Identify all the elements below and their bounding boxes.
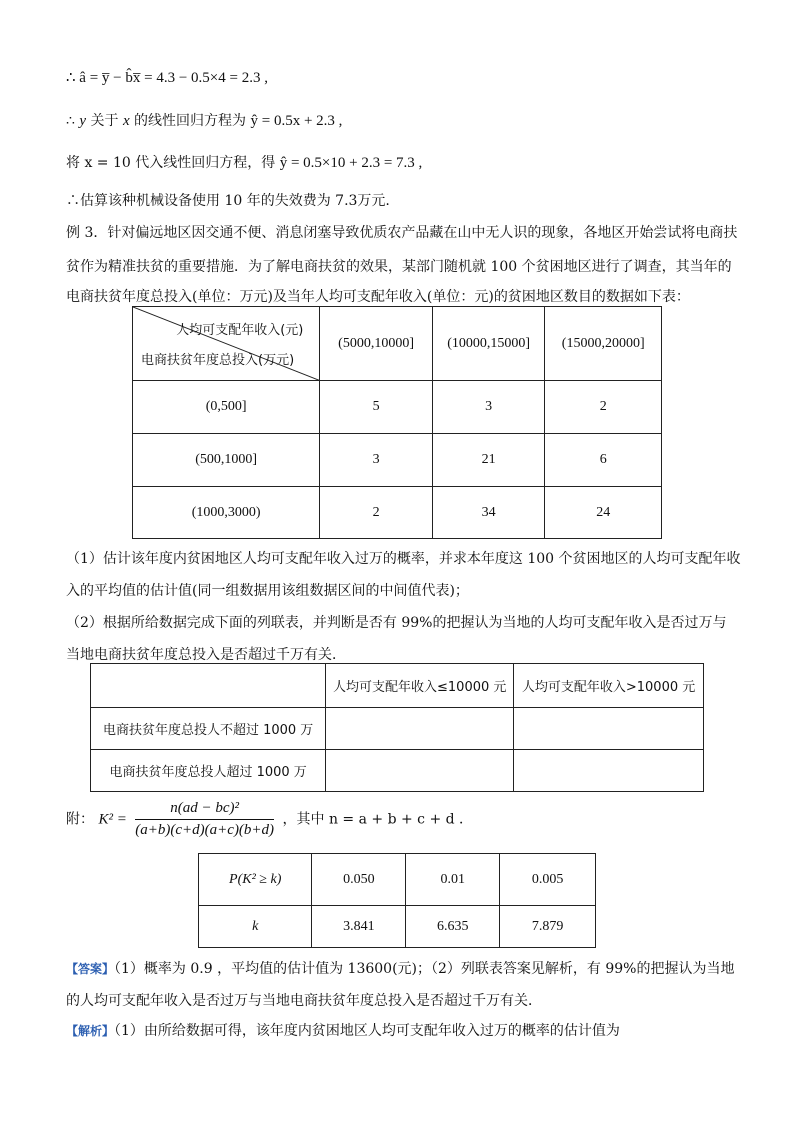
column-header: (10000,15000]: [432, 307, 545, 381]
solution-line-a-hat: ∴ â = y̅ − b̂x̅ = 4.3 − 0.5×4 = 2.3 ,: [66, 70, 268, 86]
diagonal-header-cell: [133, 307, 320, 381]
answer-line-1: [66, 958, 734, 978]
row-label: (1000,3000): [133, 487, 320, 539]
substitute-equation: ŷ = 0.5×10 + 2.3 = 7.3 ,: [279, 155, 423, 171]
critical-value-table: [198, 853, 596, 948]
var-y: y: [79, 113, 87, 129]
empty-cell: [326, 750, 514, 792]
answer-line-2: 的人均可支配年收入是否过万与当地电商扶贫年度总投入是否超过千万有关．: [66, 993, 542, 1009]
formula-lhs: K² =: [98, 811, 127, 828]
table-row: [199, 854, 596, 906]
formula-line: [66, 800, 473, 839]
data-table: [132, 306, 662, 539]
table-row: [133, 434, 662, 487]
table-cell: 24: [545, 487, 662, 539]
analysis-tag: 【解析】: [66, 1024, 115, 1038]
column-header: (5000,10000]: [320, 307, 433, 381]
table-row: [91, 708, 704, 750]
table-row: [133, 381, 662, 434]
question-2-line-2: 当地电商扶贫年度总投入是否超过千万有关．: [66, 647, 346, 663]
row-label: P(K² ≥ k): [199, 854, 312, 906]
question-1-line-1: （1）估计该年度内贫困地区人均可支配年收入过万的概率，并求本年度这 100 个贫困地区的人均可支配年收: [66, 551, 741, 567]
example-paragraph-line-2: 贫作为精准扶贫的重要措施．为了解电商扶贫的效果，某部门随机就 100 个贫困地区进行了调查，其当年的: [66, 259, 732, 275]
table-cell: 7.879: [500, 906, 596, 948]
text-about: 关于: [86, 113, 123, 129]
table-cell: 5: [320, 381, 433, 434]
example-paragraph-line-3: 电商扶贫年度总投入(单位：万元)及当年人均可支配年收入(单位：元)的贫困地区数目的数据如下表：: [66, 289, 690, 305]
corner-top-label: 人均可支配年收入(元): [176, 323, 304, 338]
empty-cell: [326, 708, 514, 750]
formula-suffix: ，其中 n = a + b + c + d ．: [282, 811, 474, 828]
table-cell: 2: [545, 381, 662, 434]
formula-fraction: [135, 800, 274, 839]
table-header-row: [91, 664, 704, 708]
table-cell: 6.635: [406, 906, 500, 948]
table-header-row: [133, 307, 662, 381]
row-label: k: [199, 906, 312, 948]
therefore-symbol: ∴: [66, 113, 80, 129]
row-label: (500,1000]: [133, 434, 320, 487]
analysis-text: （1）由所给数据可得，该年度内贫困地区人均可支配年收入过万的概率的估计值为: [114, 1023, 620, 1039]
answer-text: （1）概率为 0.9 ，平均值的估计值为 13600(元)；（2）列联表答案见解析，有 99%的把握认为当地: [114, 961, 735, 977]
table-cell: 0.01: [406, 854, 500, 906]
var-x: x: [122, 113, 130, 129]
table-cell: 0.005: [500, 854, 596, 906]
regression-equation: ŷ = 0.5x + 2.3 ,: [250, 113, 343, 129]
substitute-text: 将 x = 10 代入线性回归方程，得: [66, 155, 280, 171]
solution-line-regression: [66, 110, 342, 130]
table-cell: 21: [432, 434, 545, 487]
solution-line-conclusion: ∴估算该种机械设备使用 10 年的失效费为 7.3万元.: [66, 193, 390, 209]
analysis-line: [66, 1020, 620, 1040]
corner-bottom-label: 电商扶贫年度总投入(万元): [141, 353, 295, 368]
table-row: [133, 487, 662, 539]
table-cell: 2: [320, 487, 433, 539]
empty-cell: [514, 750, 704, 792]
contingency-table: [90, 663, 704, 792]
table-cell: 34: [432, 487, 545, 539]
empty-cell: [514, 708, 704, 750]
solution-line-substitute: [66, 152, 422, 172]
answer-tag: 【答案】: [66, 962, 115, 976]
column-header: 人均可支配年收入≤10000 元: [326, 664, 514, 708]
question-2-line-1: （2）根据所给数据完成下面的列联表，并判断是否有 99%的把握认为当地的人均可支配年收入是否过万与: [66, 615, 727, 631]
table-cell: 3: [432, 381, 545, 434]
table-cell: 3: [320, 434, 433, 487]
regression-text: 的线性回归方程为: [129, 113, 251, 129]
table-row: [199, 906, 596, 948]
formula-denominator: (a+b)(c+d)(a+c)(b+d): [135, 822, 275, 838]
column-header: (15000,20000]: [545, 307, 662, 381]
example-paragraph-line-1: 例 3．针对偏远地区因交通不便、消息闭塞导致优质农产品藏在山中无人识的现象，各地区开始尝试将电商扶: [66, 225, 738, 241]
table-cell: 3.841: [312, 906, 406, 948]
formula-numerator: n(ad − bc)²: [135, 800, 274, 820]
row-label: (0,500]: [133, 381, 320, 434]
table-cell: 6: [545, 434, 662, 487]
table-cell: 0.050: [312, 854, 406, 906]
formula-prefix: 附：: [66, 811, 94, 828]
row-label: 电商扶贫年度总投人超过 1000 万: [91, 750, 326, 792]
row-label: 电商扶贫年度总投人不超过 1000 万: [91, 708, 326, 750]
column-header: 人均可支配年收入>10000 元: [514, 664, 704, 708]
column-header: [91, 664, 326, 708]
question-1-line-2: 入的平均值的估计值(同一组数据用该组数据区间的中间值代表)；: [66, 583, 469, 599]
table-row: [91, 750, 704, 792]
